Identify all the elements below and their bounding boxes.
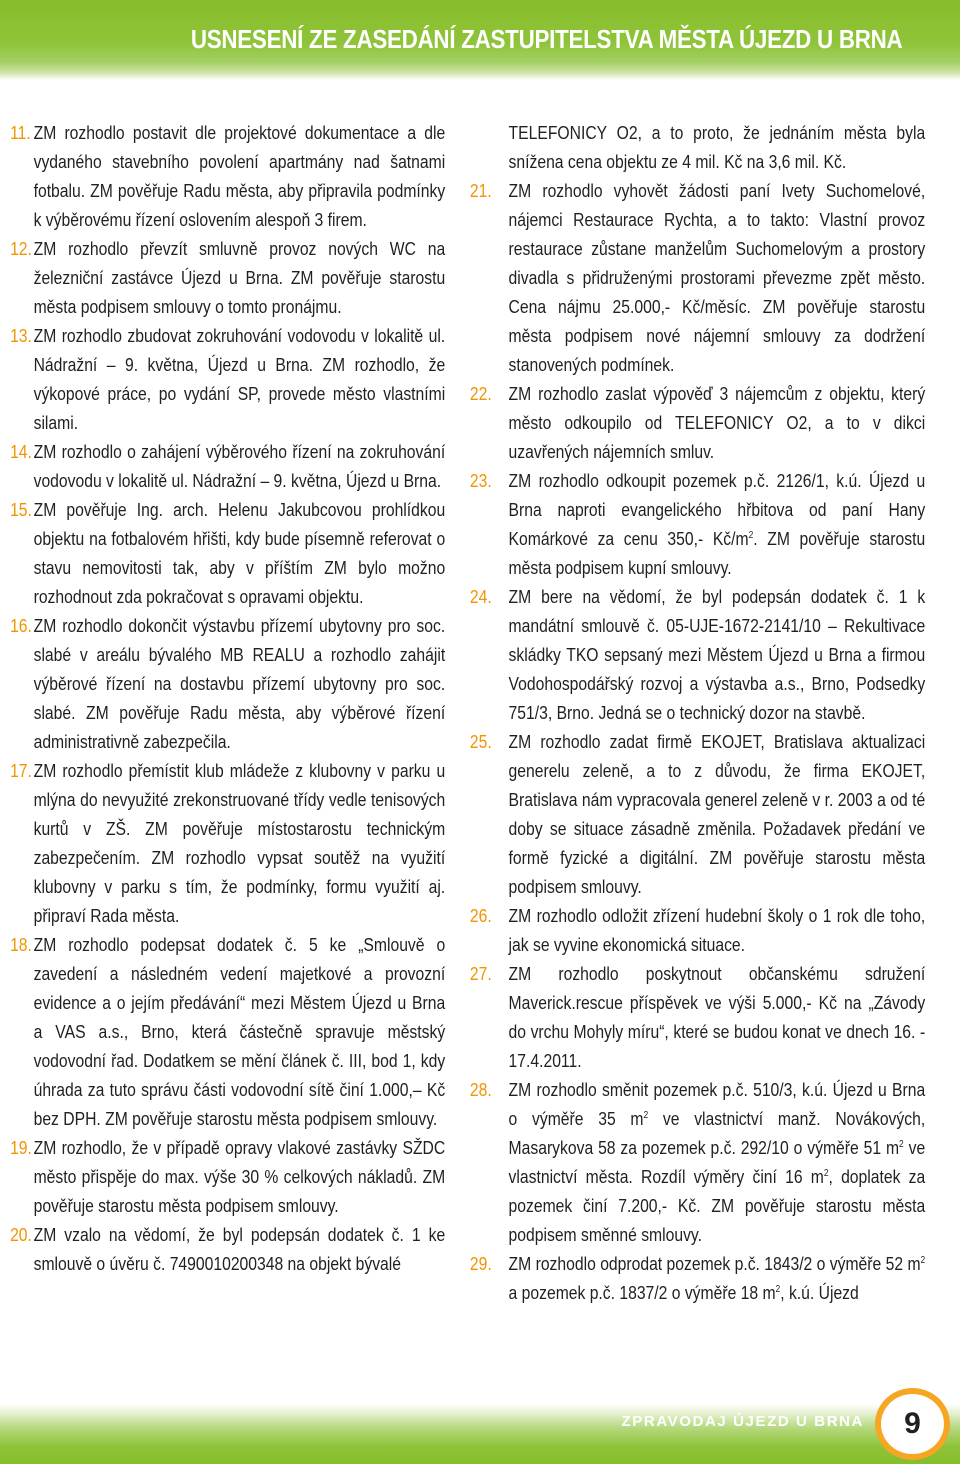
item-text: . ZM pověřuje starostu města podpisem kupní smlouvy. [508,528,926,578]
resolution-item [469,1249,926,1307]
item-text: ZM vzalo na vědomí, že byl podepsán dodatek č. 1 ke smlouvě o úvěru č. 7490010200348 na objekt bývalé [33,1224,446,1274]
superscript: 2 [920,1255,926,1266]
item-text: ZM rozhodlo, že v případě opravy vlakové zastávky SŽDC město přispěje do max. výše 30 % celkových nákladů. ZM pověřuje starostu města podpisem smlouvy. [33,1137,446,1216]
item-number: 15. [10,499,32,520]
item-text: ZM rozhodlo postavit dle projektové dokumentace a dle vydaného stavebního povolení apartmány nad šatnami fotbalu. ZM pověřuje Radu města, aby připravila podmínky k výběrovému řízení oslovením alespoň 3 firem. [33,122,446,230]
item-text: , doplatek za pozemek činí 7.200,- Kč. ZM pověřuje starostu města podpisem směnné smlouvy. [508,1166,926,1245]
resolution-item [0,1133,445,1220]
item-text: a pozemek p.č. 1837/2 o výměře 18 m [508,1282,776,1303]
item-number: 13. [10,325,32,346]
item-text: ve vlastnictví manž. Novákových, Masarykova 58 za pozemek p.č. 292/10 o výměře 51 m [508,1108,926,1158]
item-text: ZM rozhodlo o zahájení výběrového řízení na zokruhování vodovodu v lokalitě ul. Nádražní – 9. května, Újezd u Brna. [33,441,446,491]
superscript: 2 [823,1168,829,1179]
superscript: 2 [643,1110,649,1121]
item-number: 29. [469,1253,492,1274]
item-text: ZM rozhodlo odložit zřízení hudební školy o 1 rok dle toho, jak se vyvine ekonomická situace. [508,905,926,955]
item-text: ZM rozhodlo odkoupit pozemek p.č. 2126/1, k.ú. Újezd u Brna naproti evangelického hřbitova od paní Hany Komárkové za cenu 350,- Kč/m [508,470,926,549]
item-number: 27. [469,963,492,984]
item-text: ZM bere na vědomí, že byl podepsán dodatek č. 1 k mandátní smlouvě č. 05-UJE-1672-2141/10 – Rekultivace skládky TKO sepsaný mezi Městem Újezd u Brna a firmou Vodohospodářský rozvoj a výstavba a.s., Brno, Podsedky 751/3, Brno. Jedná se o technický dozor na stavbě. [508,586,926,723]
item-text: , k.ú. Újezd [780,1282,859,1303]
item-text: ZM rozhodlo směnit pozemek p.č. 510/3, k.ú. Újezd u Brna o výměře 35 m [508,1079,926,1129]
item-text: TELEFONICY O2, a to proto, že jednáním města byla snížena cena objektu ze 4 mil. Kč na 3,6 mil. Kč. [508,122,926,172]
resolution-item [0,611,445,756]
item-number: 24. [469,586,492,607]
resolution-item [469,959,926,1075]
item-number: 26. [469,905,492,926]
item-number: 20. [10,1224,32,1245]
item-text: ZM rozhodlo zaslat výpověď 3 nájemcům z objektu, který město odkoupilo od TELEFONICY O2, a to v dikci uzavřených nájemních smluv. [508,383,926,462]
item-number: 21. [469,180,492,201]
item-text: ZM rozhodlo zbudovat zokruhování vodovodu v lokalitě ul. Nádražní – 9. května, Újezd u Brna. ZM rozhodlo, že výkopové práce, po vydání SP, provede město vlastními silami. [33,325,446,433]
page-number: 9 [904,1407,921,1440]
item-number: 17. [10,760,32,781]
item-number: 19. [10,1137,32,1158]
item-number: 11. [10,122,31,143]
resolution-item [0,321,445,437]
resolution-item [469,176,926,379]
item-text: ZM rozhodlo přemístit klub mládeže z klubovny v parku u mlýna do nevyužité zrekonstruované třídy vedle tenisových kurtů v ZŠ. ZM pověřuje místostarostu technickým zabezpečením. ZM rozhodlo vypsat soutěž na využití klubovny v parku s tím, že podmínky, formu využití aj. připraví Rada města. [33,760,446,926]
item-number: 14. [10,441,32,462]
resolution-item-continued [480,118,925,176]
resolution-item [0,495,445,611]
right-column [469,118,926,1307]
resolution-item [469,466,926,582]
item-number: 22. [469,383,492,404]
resolution-item [469,582,926,727]
superscript: 2 [748,530,754,541]
item-text: ZM rozhodlo odprodat pozemek p.č. 1843/2 o výměře 52 m [508,1253,921,1274]
resolution-item [0,756,445,930]
item-text: ZM rozhodlo zadat firmě EKOJET, Bratislava aktualizaci generelu zeleně, a to z důvodu, že firma EKOJET, Bratislava nám vypracovala generel zeleně v r. 2003 a od té doby se situace zásadně změnila. Požadavek předání ve formě fyzické a digitální. ZM pověřuje starostu města podpisem smlouvy. [508,731,926,897]
item-text: ZM rozhodlo dokončit výstavbu přízemí ubytovny pro soc. slabé v areálu bývalého MB REALU a rozhodlo zahájit výběrové řízení na dostavbu přízemí ubytovny pro soc. slabé. ZM pověřuje Radu města, aby výběrové řízení administrativně zabezpečila. [33,615,446,752]
resolution-item [469,1075,926,1249]
item-text: ZM rozhodlo podepsat dodatek č. 5 ke „Smlouvě o zavedení a následném vedení majetkové a provozní evidence a o jejím předávání“ mezi Městem Újezd u Brna a VAS a.s., Brno, která částečně spravuje městský vodovodní řad. Dodatkem se mění článek č. III, bod 1, kdy úhrada za tuto správu části vodovodní sítě činí 1.000,– Kč bez DPH. ZM pověřuje starostu města podpisem smlouvy. [33,934,446,1129]
item-number: 28. [469,1079,492,1100]
resolution-item [0,118,445,234]
item-text: ZM rozhodlo převzít smluvně provoz nových WC na železniční zastávce Újezd u Brna. ZM pověřuje starostu města podpisem smlouvy o tomto pronájmu. [33,238,446,317]
newsletter-name: ZPRAVODAJ ÚJEZD U BRNA [621,1413,864,1430]
item-number: 25. [469,731,492,752]
item-text: ZM rozhodlo vyhovět žádosti paní Ivety Suchomelové, nájemci Restaurace Rychta, a to takto: Vlastní provoz restaurace zůstane manželům Suchomelovým a prostory divadla s přidruženými prostorami převezme zpět město. Cena nájmu 25.000,- Kč/měsíc. ZM pověřuje starostu města podpisem nové nájemní smlouvy za dodržení stanovených podmínek. [508,180,926,375]
resolution-item [0,930,445,1133]
resolution-item [469,379,926,466]
resolution-item [0,234,445,321]
item-text: ZM rozhodlo poskytnout občanskému sdružení Maverick.rescue příspěvek ve výši 5.000,- Kč na „Závody do vrchu Mohyly míru“, které se budou konat ve dnech 16. - 17.4.2011. [508,963,926,1071]
item-number: 16. [10,615,32,636]
item-number: 23. [469,470,492,491]
resolution-item [0,437,445,495]
item-text: ve vlastnictví města. Rozdíl výměry činí 16 m [508,1137,926,1187]
left-column [0,118,445,1278]
item-number: 12. [10,238,32,259]
superscript: 2 [899,1139,904,1150]
resolution-item [469,901,926,959]
resolution-item [469,727,926,901]
resolution-item [0,1220,445,1278]
page-header-title: USNESENÍ ZE ZASEDÁNÍ ZASTUPITELSTVA MĚSTA ÚJEZD U BRNA [190,24,902,54]
item-text: ZM pověřuje Ing. arch. Helenu Jakubcovou prohlídkou objektu na fotbalovém hřišti, kdy bude písemně referovat o stavu nemovitosti tak, aby v příštím ZM bylo možno rozhodnout zda pokračovat s opravami objektu. [33,499,446,607]
item-number: 18. [10,934,32,955]
superscript: 2 [775,1284,781,1295]
